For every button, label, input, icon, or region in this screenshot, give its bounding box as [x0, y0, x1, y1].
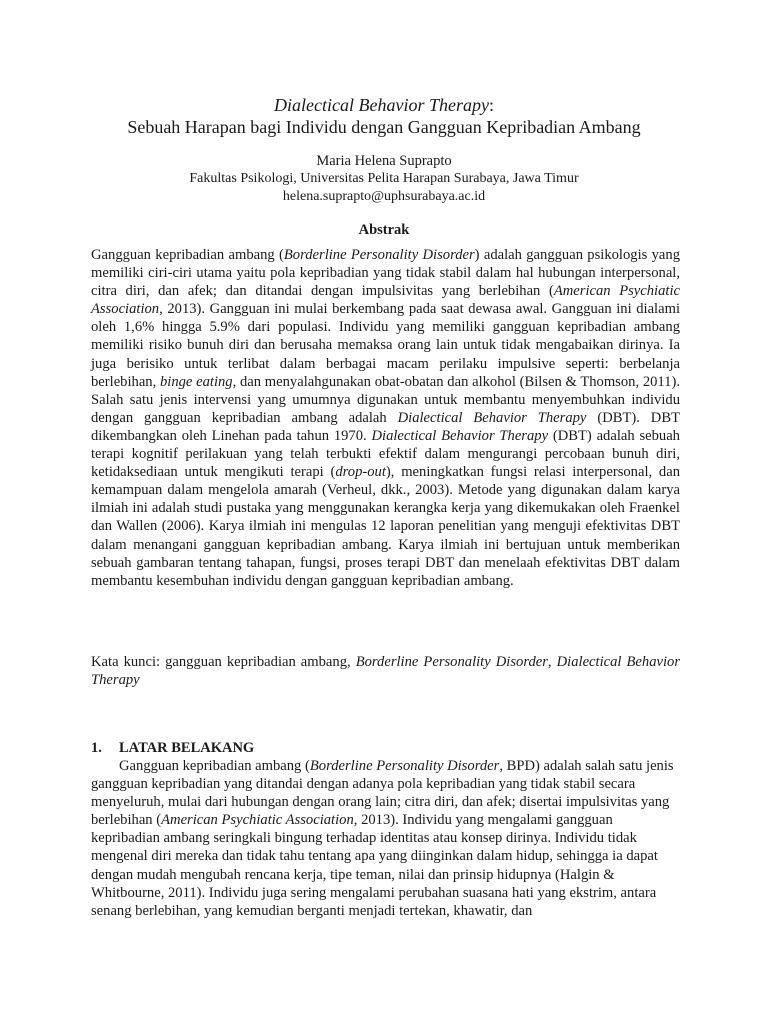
author-email: helena.suprapto@uphsurabaya.ac.id [282, 189, 486, 204]
abstract-heading: Abstrak [358, 222, 410, 238]
section-number: 1. [91, 740, 102, 756]
section-title: LATAR BELAKANG [119, 740, 255, 756]
abstract-text: Gangguan kepribadian ambang (Borderline Personality Disorder) adalah gangguan psikologis yang memiliki ciri-ciri utama yaitu pola kepribadian yang tidak stabil dalam hal hubungan interpersonal, citra diri, dan afek; dan ditandai dengan impulsivitas yang berlebihan (American Psychiatic Association, 2013). Gangguan ini mulai berkembang pada saat dewasa awal. Gangguan ini dialami oleh 1,6% hingga 5.9% dari populasi. Individu yang memiliki gangguan kepribadian ambang memiliki risiko bunuh diri dan berusaha memaksa orang lain untuk tidak mengabaikan dirinya. Ia juga berisiko untuk terlibat dalam berbagai macam perilaku impulsive seperti: berbelanja berlebihan, binge eating, dan menyalahgunakan obat-obatan dan alkohol (Bilsen & Thomson, 2011). Salah satu jenis intervensi yang umumnya digunakan untuk membantu menyembuhkan individu dengan gangguan kepribadian ambang adalah Dialectical Behavior Therapy (DBT). DBT dikembangkan oleh Linehan pada tahun 1970. Dialectical Behavior Therapy (DBT) adalah sebuah terapi kognitif perilakuan yang telah terbukti efektif dalam mengurangi percobaan bunuh diri, ketidaksediaan untuk mengikuti terapi (drop-out), meningkatkan fungsi relasi interpersonal, dan kemampuan dalam mengelola amarah (Verheul, dkk., 2003). Metode yang digunakan dalam karya ilmiah ini adalah studi pustaka yang menggunakan kerangka kerja yang dikemukakan oleh Fraenkel dan Wallen (2006). Karya ilmiah ini mengulas 12 laporan penelitian yang menguji efektivitas DBT dalam menangani gangguan kepribadian ambang. Karya ilmiah ini bertujuan untuk memberikan sebuah gambaran tentang tahapan, fungsi, proses terapi DBT dan menelaah efektivitas DBT dalam membantu kesembuhan individu dengan gangguan kepribadian ambang. [91, 247, 681, 589]
section-heading [91, 739, 680, 757]
keywords: Kata kunci: gangguan kepribadian ambang, Borderline Personality Disorder, Dialectical Behavior Therapy [91, 654, 680, 689]
title-colon: : [488, 95, 494, 115]
affiliation-text: Fakultas Psikologi, Universitas Pelita Harapan Surabaya, Jawa Timur [189, 171, 579, 186]
title-subtitle: Sebuah Harapan bagi Individu dengan Gangguan Kepribadian Ambang [127, 117, 641, 137]
paper-title [0, 94, 768, 138]
title-main: Dialectical Behavior Therapy [274, 95, 489, 115]
author-affiliation [0, 170, 768, 206]
author-name: Maria Helena Suprapto [316, 153, 452, 169]
section-body: Gangguan kepribadian ambang (Borderline Personality Disorder, BPD) adalah salah satu jenis gangguan kepribadian yang ditandai dengan adanya pola kepribadian yang tidak stabil secara menyeluruh, mulai dari hubungan dengan orang lain; citra diri, dan afek; disertai impulsivitas yang berlebihan (American Psychiatic Association, 2013). Individu yang mengalami gangguan kepribadian ambang seringkali bingung terhadap identitas atau konsep dirinya. Individu tidak mengenal diri mereka dan tidak tahu tentang apa yang diinginkan dalam hidup, sehingga ia dapat dengan mudah mengubah rencana kerja, tipe teman, nilai dan prinsip hidupnya (Halgin & Whitbourne, 2011). Individu juga sering mengalami perubahan suasana hati yang ekstrim, antara senang berlebihan, yang kemudian berganti menjadi tertekan, khawatir, dan [91, 758, 674, 919]
